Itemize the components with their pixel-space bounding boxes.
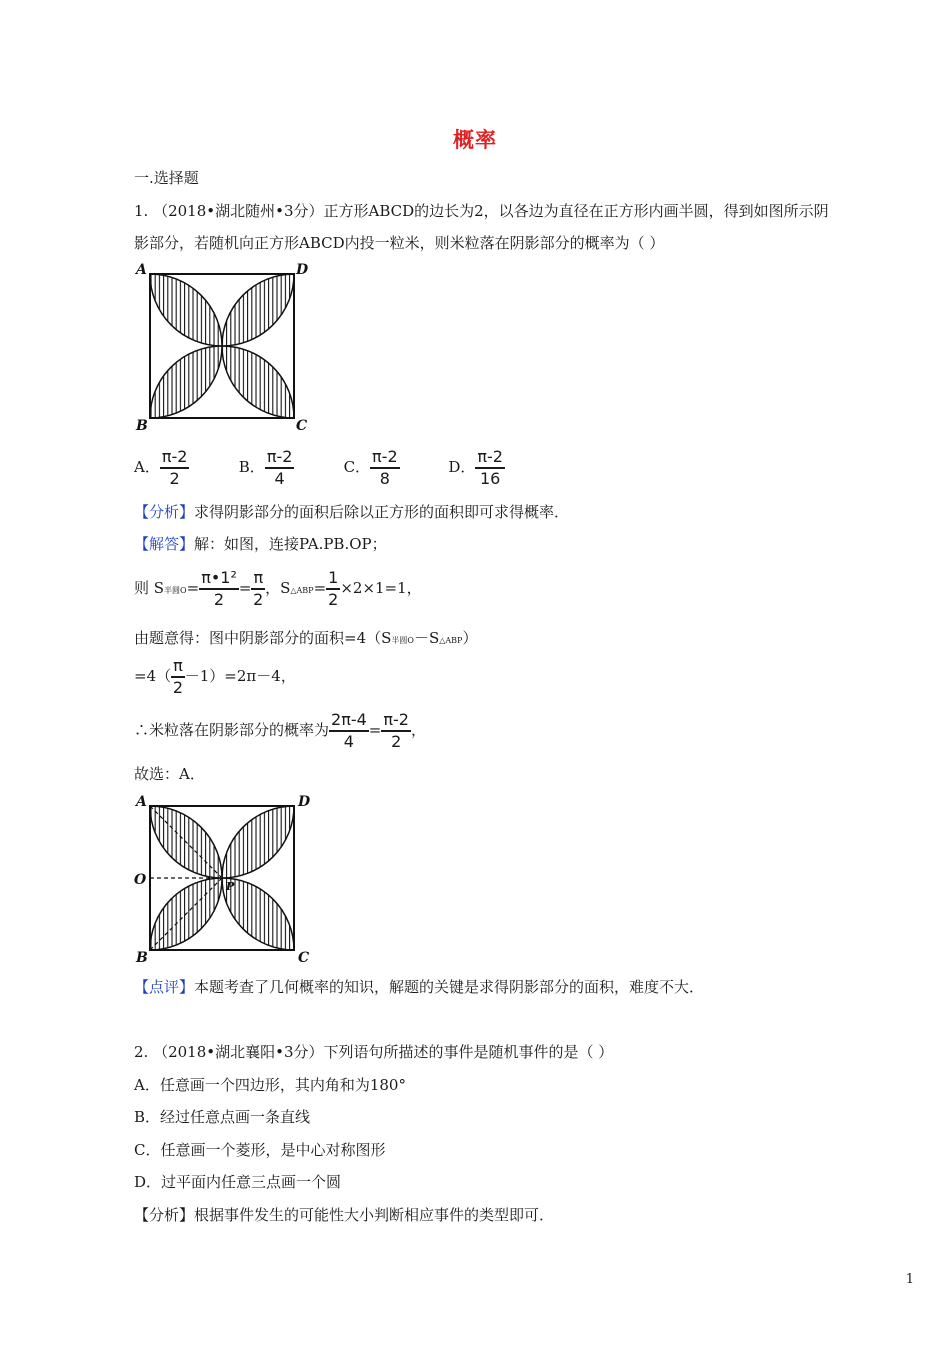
- label-o: O: [134, 872, 147, 888]
- section-heading: 一.选择题: [134, 169, 199, 187]
- label-a: A: [136, 262, 147, 278]
- shaded-petals: [150, 274, 294, 418]
- label-d: D: [296, 262, 309, 278]
- page-number: 1: [905, 1272, 914, 1287]
- label-c: C: [298, 950, 310, 966]
- q2-option-c: C．任意画一个菱形，是中心对称图形: [134, 1141, 386, 1159]
- q2-analysis: 【分析】根据事件发生的可能性大小判断相应事件的类型即可．: [134, 1206, 555, 1224]
- q1-choice: 故选：A．: [134, 765, 205, 783]
- label-b: B: [136, 950, 148, 966]
- q1-figure-square: [132, 260, 312, 436]
- label-c: C: [296, 418, 308, 434]
- label-b: B: [136, 418, 148, 434]
- q2-option-d: D．过平面内任意三点画一个圆: [134, 1173, 342, 1191]
- q1-shaded-area-line: 由题意得：图中阴影部分的面积=4（S半圆O－S△ABP）: [134, 629, 478, 647]
- label-d: D: [298, 794, 311, 810]
- label-p: P: [226, 880, 235, 893]
- q1-stem-line1: 1. （2018•湖北随州•3分）正方形ABCD的边长为2，以各边为直径在正方形内画半圆，得到如图所示阴: [134, 202, 829, 220]
- q2-stem: 2. （2018•湖北襄阳•3分）下列语句所描述的事件是随机事件的是（ ）: [134, 1043, 614, 1061]
- q2-option-a: A．任意画一个四边形，其内角和为180°: [134, 1076, 406, 1094]
- q1-solution-figure: [132, 792, 318, 968]
- q2-option-b: B．经过任意点画一条直线: [134, 1108, 311, 1126]
- q1-eq4: =4（ $\frac{\pi}{2}$ －1）=2π－4，: [134, 656, 296, 697]
- solution-tag: 【解答】: [134, 535, 195, 553]
- q1-options: [134, 447, 548, 489]
- q1-probability: ∴米粒落在阴影部分的概率为 $\frac{2\pi-4}{4}$ = $\frac{\pi-2}{2}$ ，: [134, 710, 426, 751]
- q1-area-equation: 则 S半圆O= $\frac{\text{π•1²}}{2}$ = $\frac{\pi}{2}$ ，S△ABP= $\frac{1}{2}$ ×2×1=1，: [134, 568, 422, 609]
- q1-analysis: 【分析】求得阴影部分的面积后除以正方形的面积即可求得概率．: [134, 503, 570, 521]
- q1-solution-intro: 【解答】解：如图，连接PA.PB.OP；: [134, 535, 387, 553]
- option-c: C． $\frac{\pi-2}{8}$: [343, 447, 398, 488]
- option-a: A． $\frac{\pi-2}{2}$: [134, 447, 188, 488]
- q1-comment: 【点评】本题考查了几何概率的知识，解题的关键是求得阴影部分的面积，难度不大．: [134, 978, 705, 996]
- option-b: B． $\frac{\pi-2}{4}$: [238, 447, 293, 488]
- page-title: 概率: [453, 128, 497, 152]
- q1-stem-line2: 影部分，若随机向正方形ABCD内投一粒米，则米粒落在阴影部分的概率为（ ）: [134, 234, 665, 252]
- analysis-tag: 【分析】: [134, 503, 195, 521]
- comment-tag: 【点评】: [134, 978, 195, 996]
- label-a: A: [136, 794, 147, 810]
- option-d: D． $\frac{\pi-2}{16}$: [448, 447, 503, 488]
